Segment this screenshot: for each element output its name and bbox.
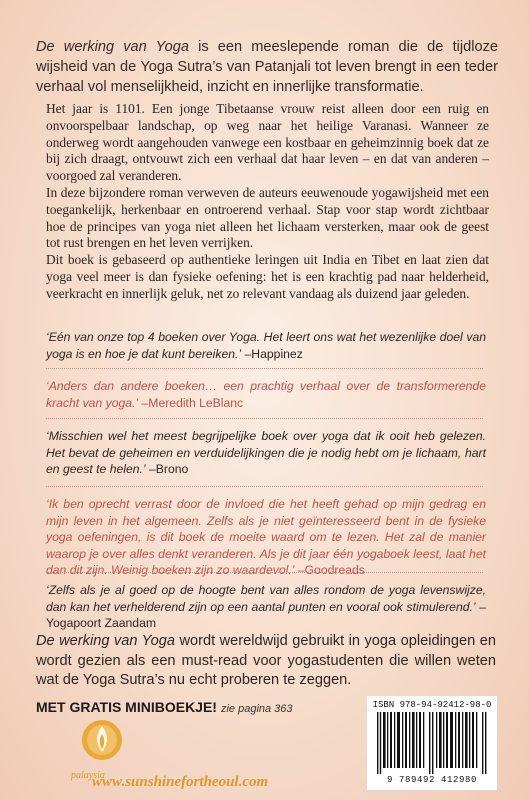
intro-book-title: De werking van Yoga (36, 39, 189, 55)
story-paragraph-3: Dit boek is gebaseerd op authentieke leringen uit India en Tibet en laat zien dat yoga veel meer is dan fysieke oefening: het is een krachtig pad naar helderheid, veerkracht en innerlijk geluk, net zo relevant vandaag als duizend jaar geleden. (46, 252, 489, 301)
quote-yogapoort (46, 582, 486, 632)
intro-paragraph (36, 37, 498, 97)
usage-book-title: De werking van Yoga (36, 633, 175, 649)
story-section (46, 101, 489, 303)
isbn-text: ISBN 978-94-92412-98-0 (372, 700, 492, 710)
publisher-website: www.sunshinefortheoul.com (92, 774, 269, 790)
publisher-name: palaysia (71, 770, 105, 781)
publisher-logo-icon (80, 718, 124, 772)
quote-leblanc (46, 378, 486, 411)
quote-source: –Brono (145, 462, 189, 476)
quote-happinez (46, 329, 486, 362)
quote-source: –Happinez (241, 346, 303, 361)
usage-text: wordt wereldwijd gebruikt in yoga opleidingen en wordt gezien als een must-read voor yogastudenten die willen weten wat de Yoga Sutra’s nu echt proberen te zeggen. (36, 633, 496, 688)
promo-headline: MET GRATIS MINIBOEKJE! (36, 699, 217, 715)
intro-text: is een meeslepende roman die de tijdloze wijsheid van de Yoga Sutra’s van Patanjali tot leven brengt in een teder verhaal vol menselijkheid, inzicht en innerlijke transformatie. (36, 39, 498, 95)
quote-text: ‘Ik ben oprecht verrast door de invloed die het heeft gehad op mijn gedrag en mijn leven in het algemeen. Zelfs als je niet geïnteresseerd bent in de fysieke yoga oefeningen, is dit boek de moeite waard om te lezen. Het zal de manier waarop je over alles denkt veranderen. Als je dit jaar één yogaboek leest, laat het dan dit zijn. Weinig boeken zijn zo waardevol.’ (46, 497, 486, 577)
quote-text: ‘Zelfs als je al goed op de hoogte bent van alles rondom de yoga levenswijze, dan kan het verhelderend zijn op een aantal punten en vooral ook stimulerend.’ (46, 583, 486, 614)
quote-divider (46, 368, 483, 369)
quote-text: ‘Eén van onze top 4 boeken over Yoga. Het leert ons wat het wezenlijke doel van yoga is en hoe je dat kunt bereiken.’ (46, 330, 486, 361)
quote-source: –Goodreads (294, 563, 365, 577)
quote-goodreads (46, 496, 486, 579)
quote-divider (46, 572, 483, 573)
promo-line (36, 699, 293, 715)
story-paragraph-2: In deze bijzondere roman verweven de auteurs eeuwenoude yogawijsheid met een toegankelijk, herkenbaar en ontroerend verhaal. Stap voor stap wordt zichtbaar hoe de principes van yoga niet alleen het lichaam versterken, maar ook de geest tot rust brengen en het leven verrijken. (46, 184, 489, 251)
promo-note: zie pagina 363 (220, 703, 293, 715)
barcode-area (367, 696, 497, 790)
quote-divider (46, 486, 483, 487)
quote-source: –Yogapoort Zaandam (46, 599, 487, 630)
story-paragraph-1: Het jaar is 1101. Een jonge Tibetaanse vrouw reist alleen door een ruig en onvoorspelbaar landschap, op weg naar het heilige Varanasi. Wanneer ze onderweg wordt aangehouden vanwege een kostbaar en geheimzinnig boek dat ze bij zich draagt, ontvouwt zich een verhaal dat haar leven – en dat van anderen – voorgoed zal veranderen. (46, 101, 489, 184)
quote-divider (46, 418, 483, 419)
quote-text: ‘Anders dan andere boeken… een prachtig verhaal over de transformerende kracht van yoga.’ (46, 379, 486, 410)
quote-text: ‘Misschien wel het meest begrijpelijke boek over yoga dat ik ooit heb gelezen. Het bevat de geheimen en verduidelijkingen die je nodig hebt om je lichaam, hart en geest te helen.’ (46, 429, 486, 476)
barcode-icon (377, 712, 487, 774)
usage-paragraph (36, 632, 496, 691)
quote-brono (46, 428, 486, 478)
barcode-digits: 9 789492 412980 (386, 775, 477, 785)
quote-source: –Meredith LeBlanc (138, 395, 244, 410)
